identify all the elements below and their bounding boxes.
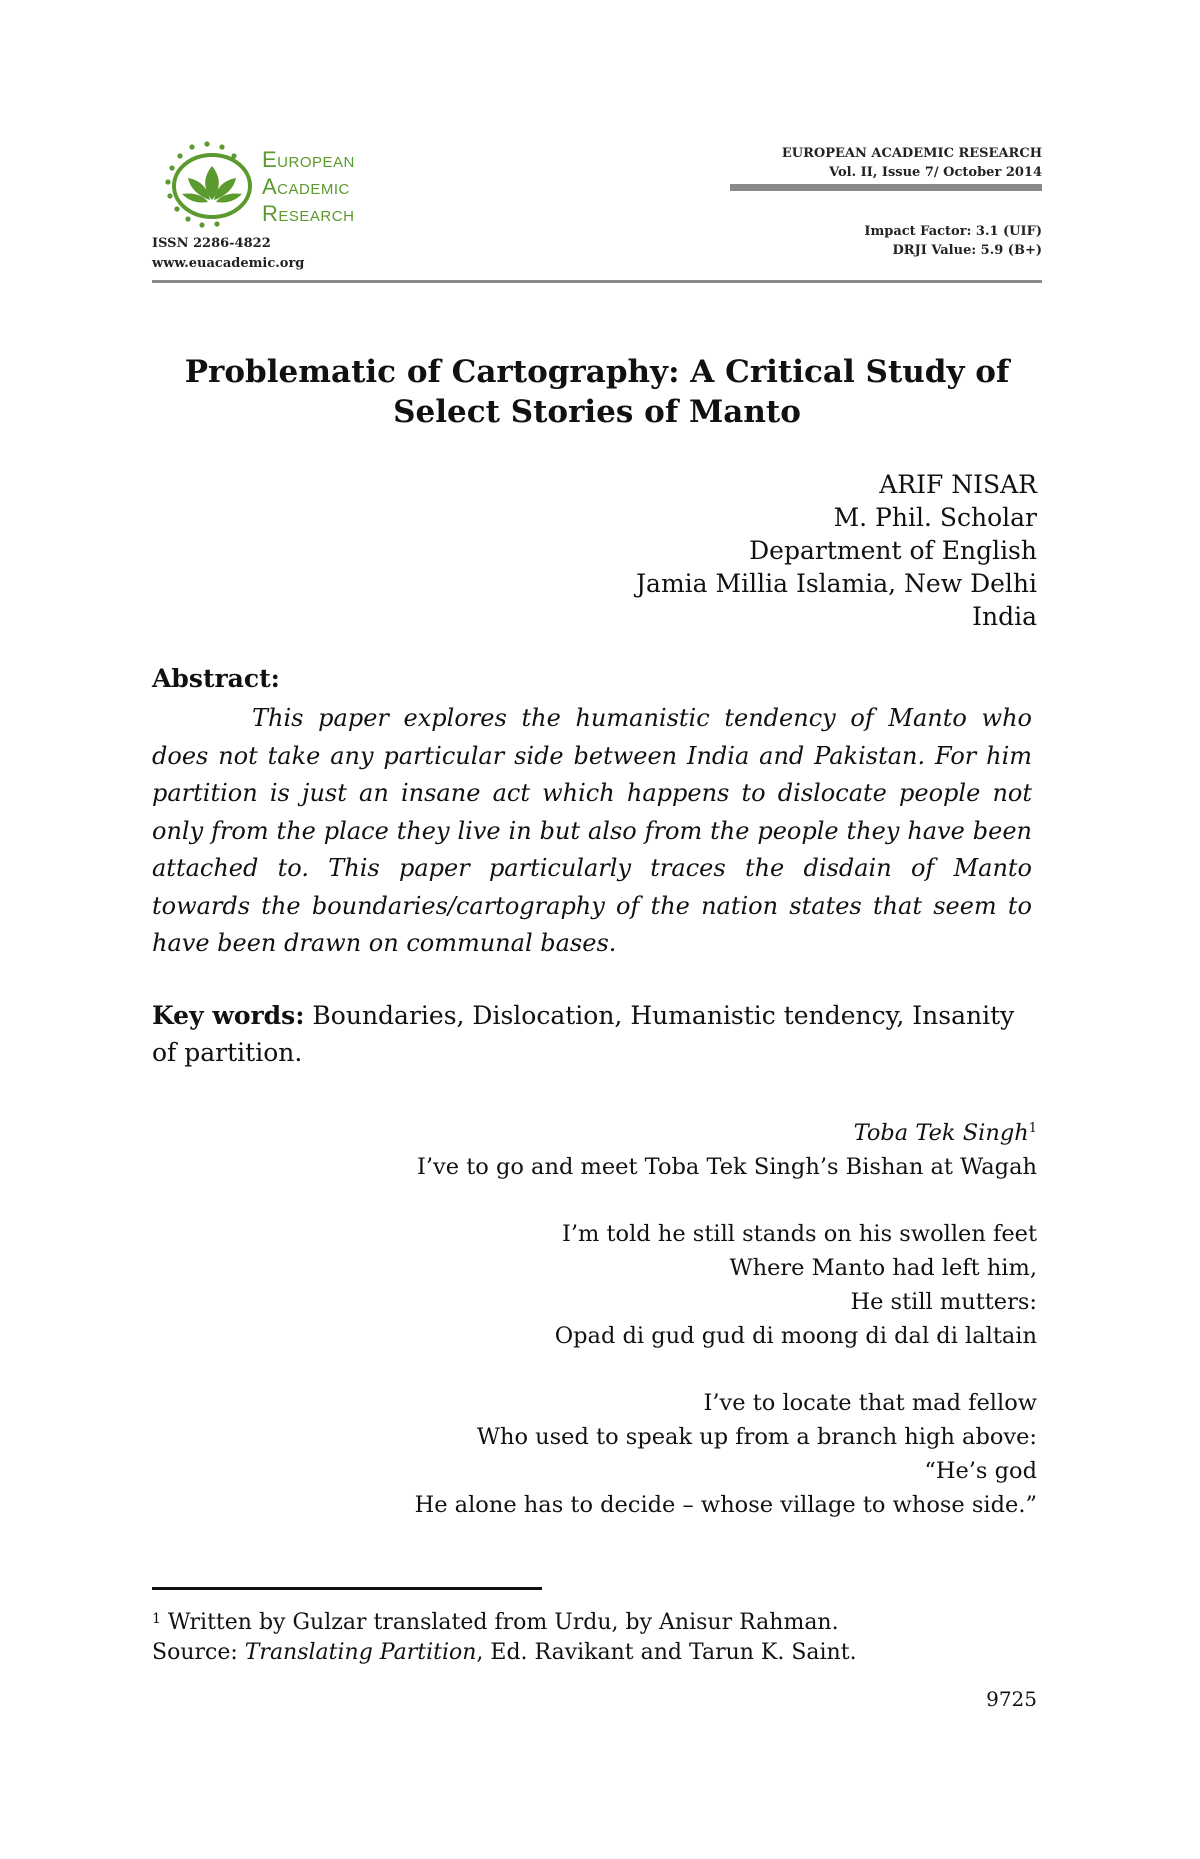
title-line-1: Problematic of Cartography: A Critical Study of — [184, 354, 1010, 390]
author-institution: Jamia Millia Islamia, New Delhi — [636, 569, 1037, 598]
logo-line-2: Academic — [262, 174, 350, 199]
footnote — [152, 1604, 857, 1668]
title-line-2: Select Stories of Manto — [393, 394, 801, 430]
author-name: ARIF NISAR — [879, 470, 1037, 499]
logo-line-1: European — [262, 147, 355, 172]
poem-line: I’ve to locate that mad fellow — [703, 1390, 1037, 1416]
issn-block — [152, 234, 304, 274]
journal-info — [782, 144, 1042, 182]
abstract-heading: Abstract: — [152, 664, 280, 693]
impact-info — [864, 222, 1042, 260]
poem-line: Opad di gud gud di moong di dal di laltain — [554, 1323, 1037, 1349]
footnote-line-1 — [152, 1604, 857, 1638]
journal-name: EUROPEAN ACADEMIC RESEARCH — [781, 146, 1042, 161]
poem-title-text: Toba Tek Singh — [853, 1120, 1029, 1146]
author-country: India — [972, 602, 1037, 631]
footnote-marker: 1 — [152, 1611, 161, 1627]
keywords-text: Boundaries, Dislocation, Humanistic tendency, Insanity of partition. — [152, 1001, 1015, 1067]
epigraph-poem — [415, 1112, 1037, 1522]
poem-line: I’ve to go and meet Toba Tek Singh’s Bishan at Wagah — [417, 1154, 1037, 1180]
poem-line: Where Manto had left him, — [729, 1255, 1037, 1281]
page-number: 9725 — [986, 1687, 1037, 1711]
poem-title — [415, 1112, 1037, 1150]
footnote-source-title: Translating Partition — [244, 1640, 477, 1665]
author-position: M. Phil. Scholar — [833, 503, 1037, 532]
author-department: Department of English — [749, 536, 1037, 565]
header-rule-short — [730, 184, 1042, 191]
poem-line: He alone has to decide – whose village to whose side.” — [414, 1492, 1037, 1518]
journal-logo-text — [262, 146, 355, 227]
journal-logo-icon — [152, 138, 262, 230]
footnote-rule — [152, 1587, 542, 1590]
volume-issue: Vol. II, Issue 7/ October 2014 — [829, 165, 1042, 180]
impact-factor: Impact Factor: 3.1 (UIF) — [864, 224, 1042, 239]
keywords-label: Key words: — [152, 1001, 305, 1030]
abstract-text: This paper explores the humanistic tendency of Manto who does not take any particular side between India and Pakistan. For him partition is just an insane act which happens to dislocate people not only from the place they live in but also from the people they have been attached to. This paper particularly traces the disdain of Manto towards the boundaries/cartography of the nation states that seem to have been drawn on communal bases. — [152, 704, 1032, 957]
footnote-source-rest: , Ed. Ravikant and Tarun K. Saint. — [476, 1640, 857, 1665]
poem-line: I’m told he still stands on his swollen feet — [561, 1221, 1037, 1247]
poem-line: Who used to speak up from a branch high above: — [476, 1424, 1037, 1450]
article-title — [152, 352, 1042, 432]
logo-line-3: Research — [262, 201, 355, 226]
keywords — [152, 997, 1032, 1071]
poem-line: “He’s god — [924, 1458, 1037, 1484]
footnote-source-label: Source: — [152, 1640, 245, 1665]
footnote-line-2 — [152, 1638, 857, 1668]
author-block — [636, 468, 1037, 633]
poem-footnote-marker: 1 — [1028, 1121, 1037, 1136]
journal-website: www.euacademic.org — [152, 256, 305, 271]
issn-number: ISSN 2286-4822 — [152, 236, 271, 251]
poem-line: He still mutters: — [850, 1289, 1037, 1315]
footnote-text: Written by Gulzar translated from Urdu, by Anisur Rahman. — [160, 1610, 839, 1635]
drji-value: DRJI Value: 5.9 (B+) — [892, 243, 1042, 258]
header-rule-full — [152, 280, 1042, 283]
